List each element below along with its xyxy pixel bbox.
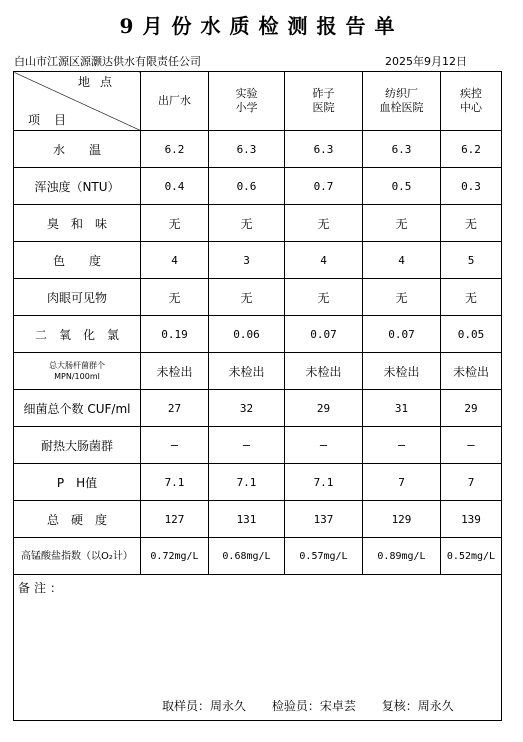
table-row [14,464,502,501]
company-name: 白山市江源区源灏达供水有限责任公司 [14,55,201,68]
value-cell: 7 [363,464,441,501]
value-cell: 129 [363,501,441,538]
value-cell: 无 [285,279,363,316]
value-cell: 0.4 [141,168,209,205]
location-header: 纺织厂 血栓医院 [363,72,441,131]
corner-item-label: 项目 [28,113,81,127]
value-cell: 6.2 [141,131,209,168]
header-row [14,72,502,131]
value-cell: 0.3 [441,168,502,205]
corner-location-label: 地点 [77,75,122,89]
signatures [162,697,454,714]
row-label: 高锰酸盐指数（以O₂计） [14,538,141,575]
value-cell: 5 [441,242,502,279]
value-cell: 0.89mg/L [363,538,441,575]
value-cell: 0.72mg/L [141,538,209,575]
table-row [14,131,502,168]
value-cell: 0.06 [209,316,285,353]
value-cell: 32 [209,390,285,427]
location-header: 实验 小学 [209,72,285,131]
inspector-signature: 检验员：宋卓芸 [271,699,356,713]
row-label: 总 硬 度 [14,501,141,538]
table-row [14,316,502,353]
value-cell: 未检出 [285,353,363,390]
value-cell: 4 [141,242,209,279]
value-cell: 无 [141,279,209,316]
row-label: 二 氧 化 氯 [14,316,141,353]
value-cell: 无 [441,279,502,316]
location-header: 砟子 医院 [285,72,363,131]
value-cell: 0.68mg/L [209,538,285,575]
value-cell: 29 [441,390,502,427]
table-row [14,242,502,279]
value-cell: 0.6 [209,168,285,205]
value-cell: 139 [441,501,502,538]
row-label: 肉眼可见物 [14,279,141,316]
table-row [14,279,502,316]
value-cell: — [285,427,363,464]
value-cell: 0.52mg/L [441,538,502,575]
row-label: 耐热大肠菌群 [14,427,141,464]
value-cell: — [441,427,502,464]
value-cell: 未检出 [209,353,285,390]
remarks-label: 备注： [18,581,67,595]
value-cell: — [141,427,209,464]
row-label: 总大肠杆菌群个 MPN/100ml [14,353,141,390]
reviewer-signature: 复核：周永久 [381,699,454,713]
table-row [14,168,502,205]
row-label: 色 度 [14,242,141,279]
value-cell: 6.3 [209,131,285,168]
value-cell: 无 [363,205,441,242]
row-label: 细菌总个数 CUF/ml [14,390,141,427]
value-cell: 无 [285,205,363,242]
value-cell: 131 [209,501,285,538]
value-cell: 无 [441,205,502,242]
value-cell: 7.1 [209,464,285,501]
table-row [14,353,502,390]
report-date: 2025年9月12日 [385,55,467,68]
value-cell: 未检出 [441,353,502,390]
table-row [14,427,502,464]
value-cell: 0.19 [141,316,209,353]
table-row [14,390,502,427]
value-cell: 6.3 [363,131,441,168]
value-cell: 29 [285,390,363,427]
value-cell: 0.05 [441,316,502,353]
value-cell: 7.1 [285,464,363,501]
table-row [14,501,502,538]
sampler-signature: 取样员：周永久 [162,699,247,713]
location-header: 出厂水 [141,72,209,131]
value-cell: 6.3 [285,131,363,168]
value-cell: 7.1 [141,464,209,501]
value-cell: 137 [285,501,363,538]
value-cell: 6.2 [441,131,502,168]
value-cell: 31 [363,390,441,427]
value-cell: 27 [141,390,209,427]
water-quality-table [13,71,502,721]
value-cell: 4 [363,242,441,279]
table-row [14,538,502,575]
value-cell: 无 [209,279,285,316]
value-cell: 无 [209,205,285,242]
row-label: 浑浊度（NTU） [14,168,141,205]
row-label: 水 温 [14,131,141,168]
row-label: P H值 [14,464,141,501]
remarks-section [14,575,502,721]
report-title: 9月份水质检测报告单 [119,14,404,38]
table-row [14,205,502,242]
value-cell: 未检出 [141,353,209,390]
value-cell: 127 [141,501,209,538]
location-header: 疾控 中心 [441,72,502,131]
value-cell: 0.57mg/L [285,538,363,575]
value-cell: 0.7 [285,168,363,205]
value-cell: 3 [209,242,285,279]
value-cell: 7 [441,464,502,501]
value-cell: 0.07 [363,316,441,353]
value-cell: 4 [285,242,363,279]
row-label: 臭 和 味 [14,205,141,242]
corner-header-cell [14,72,141,131]
value-cell: 无 [141,205,209,242]
value-cell: 无 [363,279,441,316]
value-cell: 0.07 [285,316,363,353]
value-cell: — [363,427,441,464]
value-cell: 未检出 [363,353,441,390]
value-cell: 0.5 [363,168,441,205]
value-cell: — [209,427,285,464]
